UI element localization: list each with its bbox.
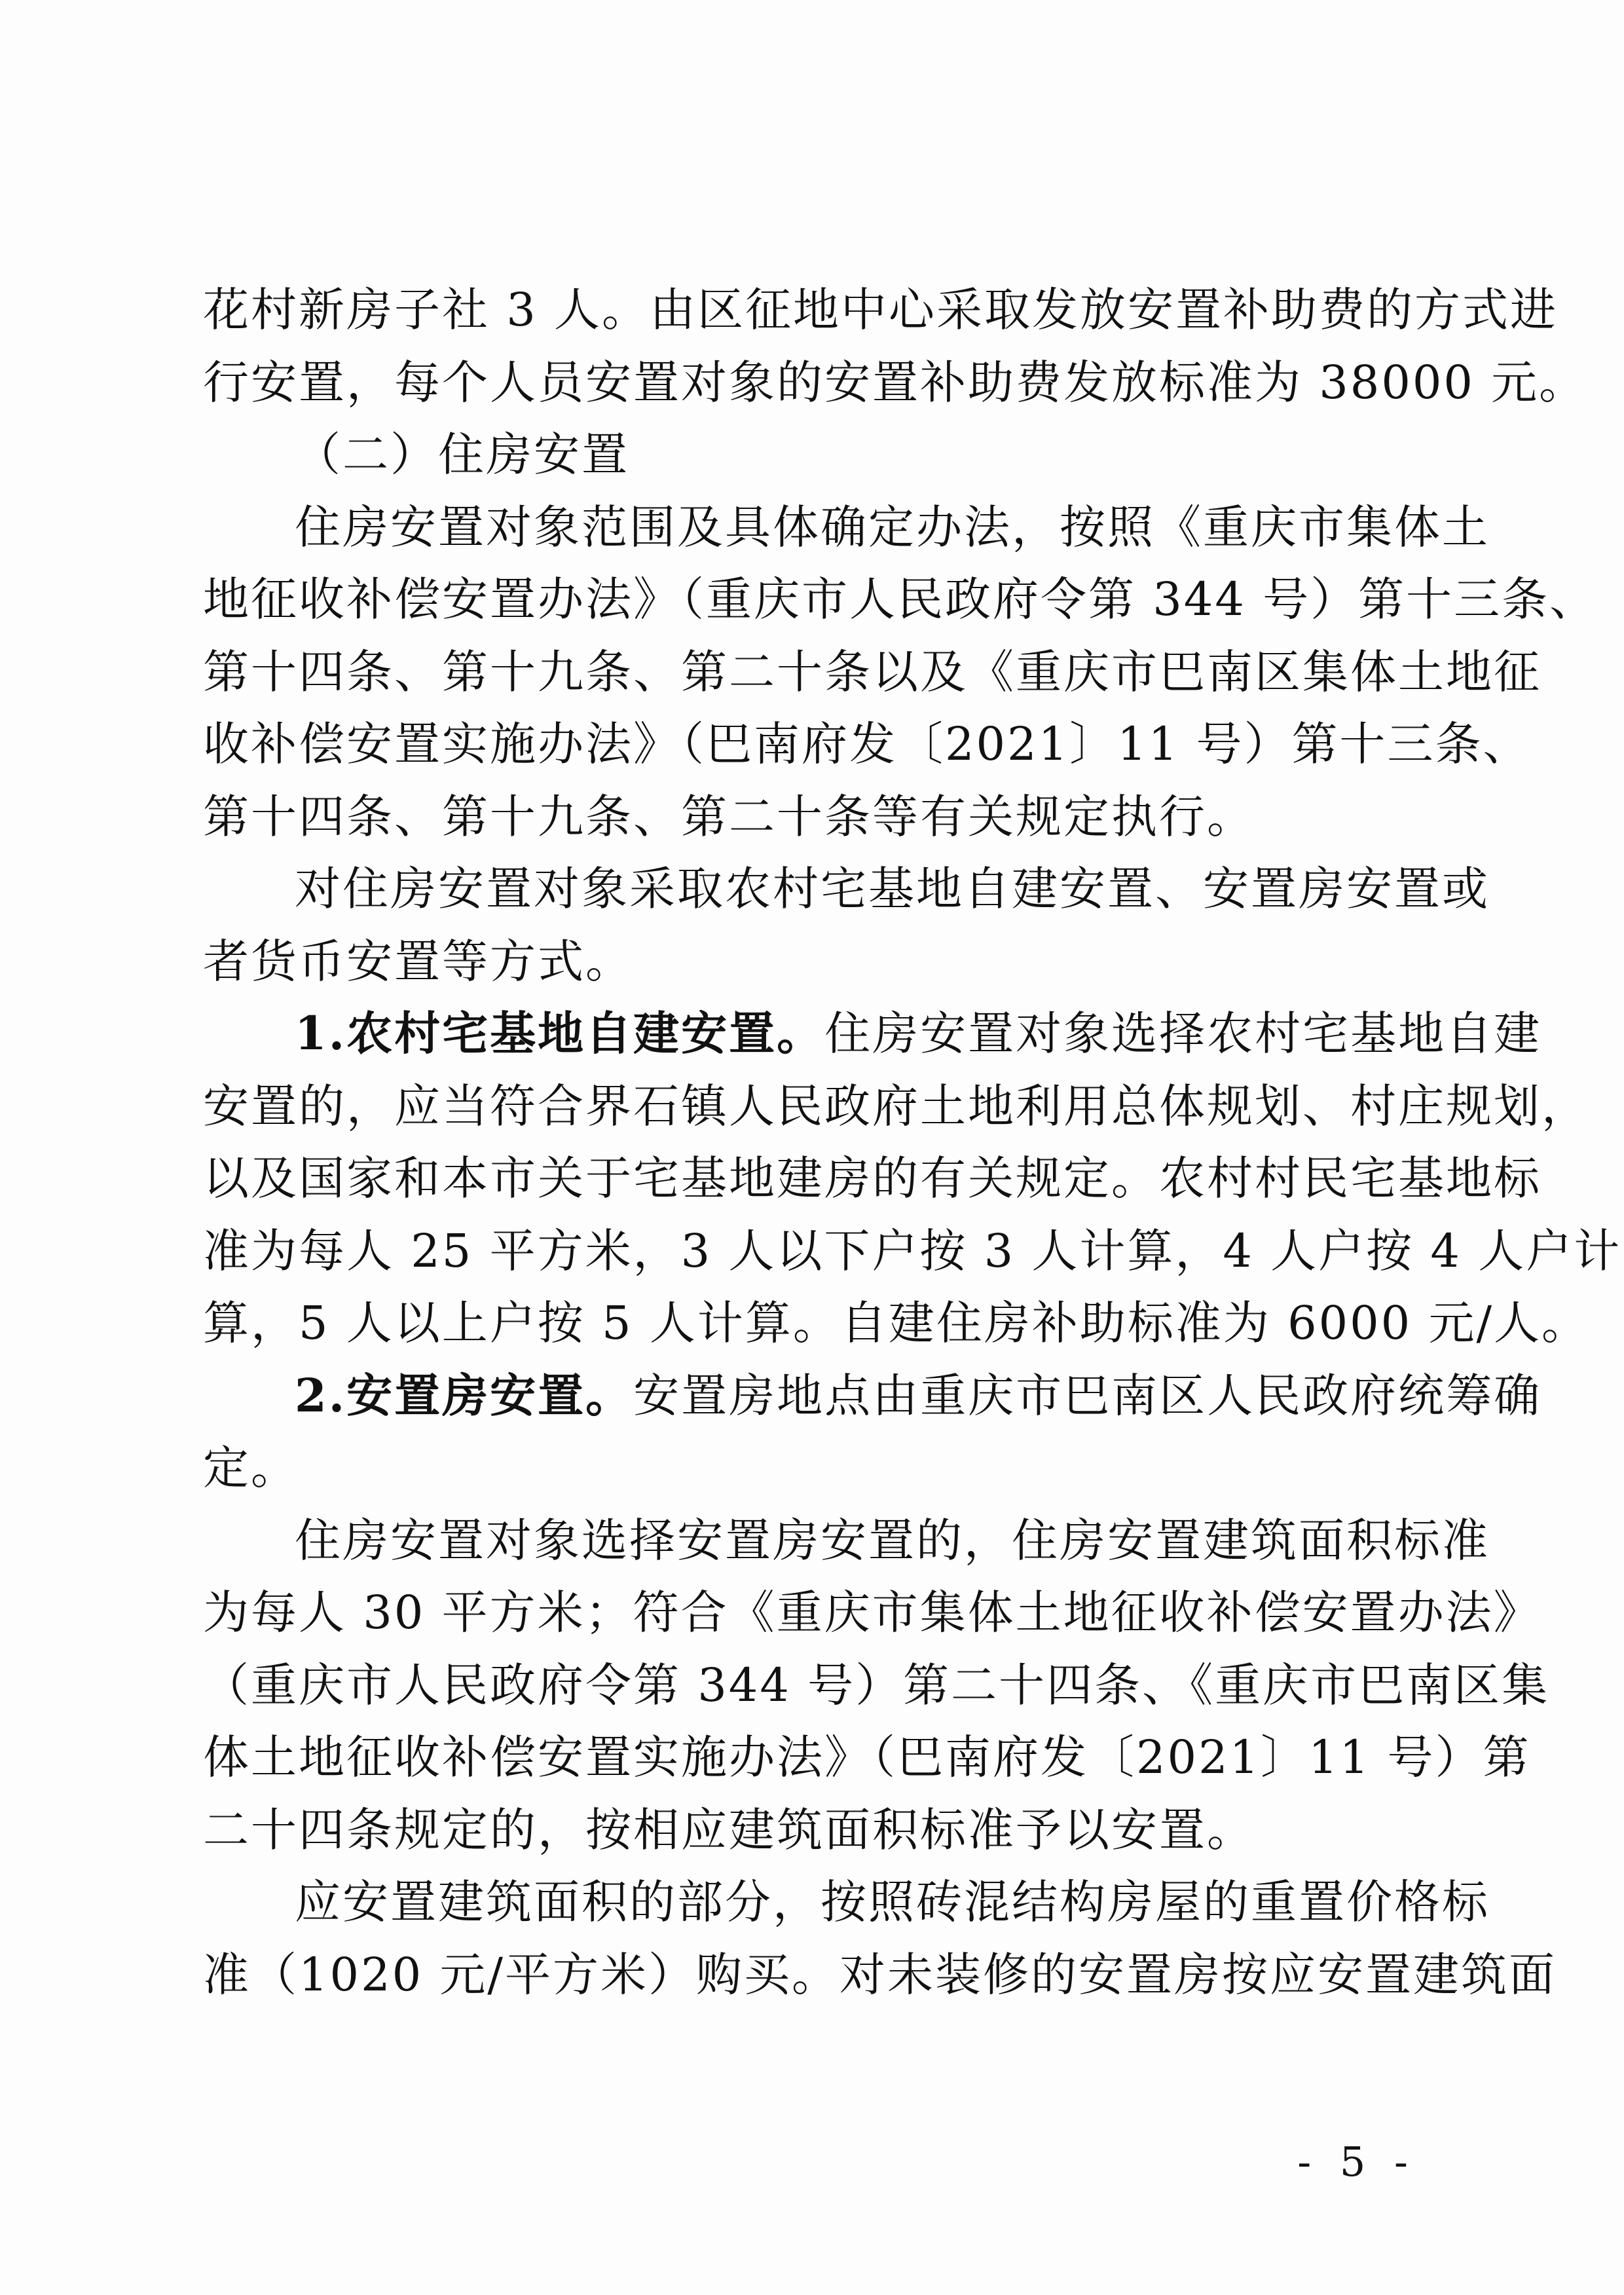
body-text — [203, 274, 1622, 2011]
text-line-19: 为每人 30 平方米；符合《重庆市集体土地征收补偿安置办法》 — [203, 1586, 1541, 1639]
text-line-4: 住房安置对象范围及具体确定办法，按照《重庆市集体土 — [295, 500, 1490, 554]
text-line-8: 第十四条、第十九条、第二十条等有关规定执行。 — [203, 789, 1255, 844]
text-line-15: 算，5 人以上户按 5 人计算。自建住房补助标准为 6000 元/人。 — [203, 1296, 1590, 1350]
text-line-16-body: 安置房地点由重庆市巴南区人民政府统筹确 — [633, 1368, 1542, 1423]
text-line-1: 花村新房子社 3 人。由区征地中心采取发放安置补助费的方式进 — [203, 283, 1559, 337]
subheading-1: 1.农村宅基地自建安置。 — [295, 1006, 825, 1060]
text-line-22: 二十四条规定的，按相应建筑面积标准予以安置。 — [203, 1802, 1255, 1857]
text-line-5: 地征收补偿安置办法》（重庆市人民政府令第 344 号）第十三条、 — [203, 572, 1598, 626]
text-line-6: 第十四条、第十九条、第二十条以及《重庆市巴南区集体土地征 — [203, 644, 1541, 699]
section-heading: （二）住房安置 — [295, 428, 629, 481]
text-line-13: 以及国家和本市关于宅基地建房的有关规定。农村村民宅基地标 — [203, 1151, 1541, 1205]
text-line-11 — [203, 998, 1542, 1070]
text-line-18: 住房安置对象选择安置房安置的，住房安置建筑面积标准 — [295, 1513, 1490, 1567]
text-line-7: 收补偿安置实施办法》（巴南府发〔2021〕11 号）第十三条、 — [203, 717, 1531, 771]
text-line-20: （重庆市人民政府令第 344 号）第二十四条、《重庆市巴南区集 — [203, 1658, 1550, 1712]
text-line-10: 者货币安置等方式。 — [203, 934, 633, 988]
page-number: - 5 - — [1297, 2138, 1416, 2186]
text-line-9: 对住房安置对象采取农村宅基地自建安置、安置房安置或 — [295, 862, 1490, 916]
text-line-23: 应安置建筑面积的部分，按照砖混结构房屋的重置价格标 — [295, 1875, 1490, 1929]
text-line-24: 准（1020 元/平方米）购买。对未装修的安置房按应安置建筑面 — [203, 1947, 1557, 2002]
text-line-21: 体土地征收补偿安置实施办法》（巴南府发〔2021〕11 号）第 — [203, 1730, 1531, 1784]
text-line-12: 安置的，应当符合界石镇人民政府土地利用总体规划、村庄规划， — [203, 1079, 1589, 1133]
text-line-14: 准为每人 25 平方米，3 人以下户按 3 人计算，4 人户按 4 人户计 — [203, 1223, 1622, 1278]
text-line-11-body: 住房安置对象选择农村宅基地自建 — [824, 1007, 1542, 1060]
text-line-16 — [203, 1360, 1542, 1432]
text-line-2: 行安置，每个人员安置对象的安置补助费发放标准为 38000 元。 — [203, 355, 1587, 409]
subheading-2: 2.安置房安置。 — [295, 1368, 634, 1423]
text-line-17: 定。 — [203, 1441, 299, 1495]
